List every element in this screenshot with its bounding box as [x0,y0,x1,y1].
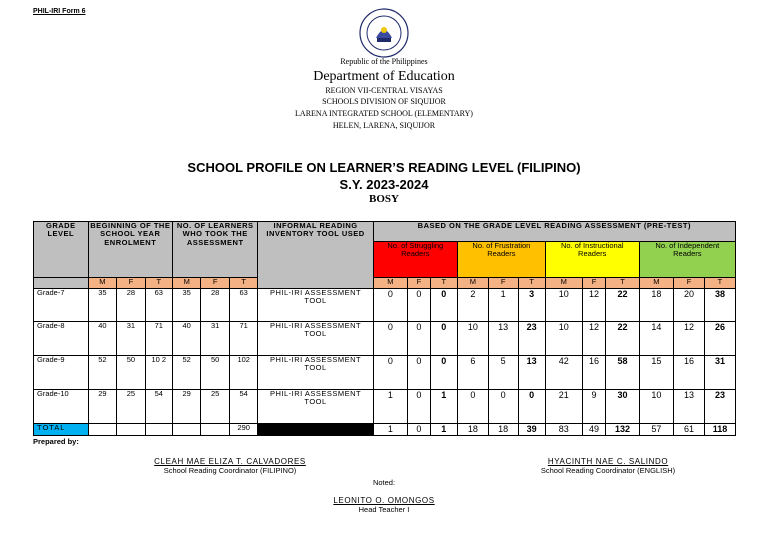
instructional-f: 12 [582,289,606,322]
total-instructional-m: 83 [545,424,582,436]
total-struggling-f: 0 [408,424,431,436]
address-line: HELEN, LARENA, SIQUIJOR [332,121,436,130]
instructional-m: 10 [545,289,582,322]
total-struggling-m: 1 [373,424,407,436]
frustration-m: 10 [457,322,488,356]
col-f: F [117,278,146,289]
col-f: F [201,278,230,289]
region-line: REGION VII-CENTRAL VISAYAS [325,86,443,95]
enrolment-f: 50 [117,356,146,390]
col-f: F [408,278,431,289]
header-frustration: No. of Frustration Readers [457,242,545,278]
col-t: T [606,278,639,289]
signatory-name: LEONITO O. OMONGOS [333,496,435,505]
col-m: M [545,278,582,289]
signature-filipino-coordinator [100,457,360,475]
col-f: F [674,278,705,289]
table-row [34,356,736,390]
col-f: F [488,278,518,289]
frustration-t: 0 [518,390,545,424]
instructional-t: 58 [606,356,639,390]
col-m: M [373,278,407,289]
enrolment-t: 71 [145,322,172,356]
took-m: 52 [172,356,201,390]
grade-cell: Grade-9 [34,356,89,390]
struggling-t: 1 [430,390,457,424]
independent-f: 13 [674,390,705,424]
took-f: 31 [201,322,230,356]
tool-cell: PHIL-IRI ASSESSMENT TOOL [258,289,373,322]
total-instructional-t: 132 [606,424,639,436]
republic-line: Republic of the Philippines [340,57,428,66]
deped-seal-logo [359,8,409,58]
enrolment-m: 40 [88,322,117,356]
independent-f: 20 [674,289,705,322]
tool-cell: PHIL-IRI ASSESSMENT TOOL [258,390,373,424]
instructional-f: 12 [582,322,606,356]
header-struggling: No. of Struggling Readers [373,242,457,278]
total-took-t: 290 [229,424,258,436]
signature-head-teacher [284,496,484,514]
enrolment-m: 35 [88,289,117,322]
enrolment-m: 52 [88,356,117,390]
total-frustration-f: 18 [488,424,518,436]
header-based-on-assessment: BASED ON THE GRADE LEVEL READING ASSESSMENT (PRE-TEST) [373,222,735,242]
signatory-name: CLEAH MAE ELIZA T. CALVADORES [154,457,306,466]
col-m: M [457,278,488,289]
total-independent-m: 57 [639,424,673,436]
took-m: 29 [172,390,201,424]
school-line: LARENA INTEGRATED SCHOOL (ELEMENTARY) [295,109,473,118]
signatory-role: School Reading Coordinator (ENGLISH) [540,466,676,475]
frustration-t: 13 [518,356,545,390]
independent-f: 12 [674,322,705,356]
enrolment-t: 63 [145,289,172,322]
struggling-f: 0 [408,289,431,322]
independent-m: 14 [639,322,673,356]
instructional-m: 42 [545,356,582,390]
took-f: 50 [201,356,230,390]
signatory-role: School Reading Coordinator (FILIPINO) [163,466,297,475]
signatory-name: HYACINTH NAE C. SALINDO [547,457,669,466]
col-m: M [88,278,117,289]
total-independent-t: 118 [704,424,735,436]
independent-m: 18 [639,289,673,322]
independent-m: 10 [639,390,673,424]
struggling-t: 0 [430,356,457,390]
col-t: T [430,278,457,289]
table-row [34,289,736,322]
enrolment-f: 28 [117,289,146,322]
struggling-t: 0 [430,289,457,322]
signatory-role: Head Teacher I [358,505,410,514]
prepared-by-label: Prepared by: [33,437,79,446]
form-label: PHIL-IRI Form 6 [33,8,86,15]
took-m: 40 [172,322,201,356]
header-enrolment: BEGINNING OF THE SCHOOL YEAR ENROLMENT [88,222,172,278]
independent-t: 26 [704,322,735,356]
instructional-m: 21 [545,390,582,424]
col-f: F [582,278,606,289]
independent-f: 16 [674,356,705,390]
period-label: BOSY [369,193,399,205]
struggling-f: 0 [408,322,431,356]
independent-t: 38 [704,289,735,322]
table-row [34,390,736,424]
header-grade-level: GRADE LEVEL [34,222,89,278]
frustration-m: 2 [457,289,488,322]
took-t: 102 [229,356,258,390]
frustration-t: 3 [518,289,545,322]
header-instructional: No. of Instructional Readers [545,242,639,278]
struggling-m: 0 [373,322,407,356]
frustration-m: 6 [457,356,488,390]
tool-cell: PHIL-IRI ASSESSMENT TOOL [258,356,373,390]
struggling-f: 0 [408,390,431,424]
independent-m: 15 [639,356,673,390]
school-year: S.Y. 2023-2024 [339,177,429,192]
enrolment-f: 25 [117,390,146,424]
reading-profile-table [33,221,736,436]
header-took-assessment: NO. OF LEARNERS WHO TOOK THE ASSESSMENT [172,222,258,278]
took-f: 28 [201,289,230,322]
frustration-f: 5 [488,356,518,390]
enrolment-t: 10 2 [145,356,172,390]
grade-cell: Grade-8 [34,322,89,356]
independent-t: 31 [704,356,735,390]
instructional-f: 16 [582,356,606,390]
frustration-f: 0 [488,390,518,424]
took-m: 35 [172,289,201,322]
grade-cell: Grade-7 [34,289,89,322]
col-t: T [704,278,735,289]
instructional-f: 9 [582,390,606,424]
total-instructional-f: 49 [582,424,606,436]
total-struggling-t: 1 [430,424,457,436]
total-independent-f: 61 [674,424,705,436]
struggling-m: 1 [373,390,407,424]
instructional-t: 30 [606,390,639,424]
tool-cell: PHIL-IRI ASSESSMENT TOOL [258,322,373,356]
struggling-m: 0 [373,356,407,390]
page-title: SCHOOL PROFILE ON LEARNER’S READING LEVEL (FILIPINO) [187,160,581,175]
total-label: TOTAL [34,424,89,436]
struggling-f: 0 [408,356,431,390]
col-m: M [639,278,673,289]
frustration-f: 13 [488,322,518,356]
took-t: 63 [229,289,258,322]
header-tool-used: INFORMAL READING INVENTORY TOOL USED [258,222,373,289]
table-row [34,322,736,356]
division-line: SCHOOLS DIVISION OF SIQUIJOR [322,97,446,106]
total-row [34,424,736,436]
struggling-m: 0 [373,289,407,322]
grade-cell: Grade-10 [34,390,89,424]
department-name: Department of Education [313,69,455,84]
frustration-f: 1 [488,289,518,322]
independent-t: 23 [704,390,735,424]
instructional-t: 22 [606,322,639,356]
col-t: T [145,278,172,289]
frustration-t: 23 [518,322,545,356]
instructional-m: 10 [545,322,582,356]
signature-english-coordinator [478,457,738,475]
header-independent: No. of Independent Readers [639,242,735,278]
instructional-t: 22 [606,289,639,322]
enrolment-m: 29 [88,390,117,424]
col-m: M [172,278,201,289]
enrolment-t: 54 [145,390,172,424]
total-frustration-m: 18 [457,424,488,436]
total-frustration-t: 39 [518,424,545,436]
frustration-m: 0 [457,390,488,424]
enrolment-f: 31 [117,322,146,356]
took-t: 54 [229,390,258,424]
noted-label: Noted: [372,478,396,487]
took-f: 25 [201,390,230,424]
col-t: T [229,278,258,289]
took-t: 71 [229,322,258,356]
col-t: T [518,278,545,289]
struggling-t: 0 [430,322,457,356]
